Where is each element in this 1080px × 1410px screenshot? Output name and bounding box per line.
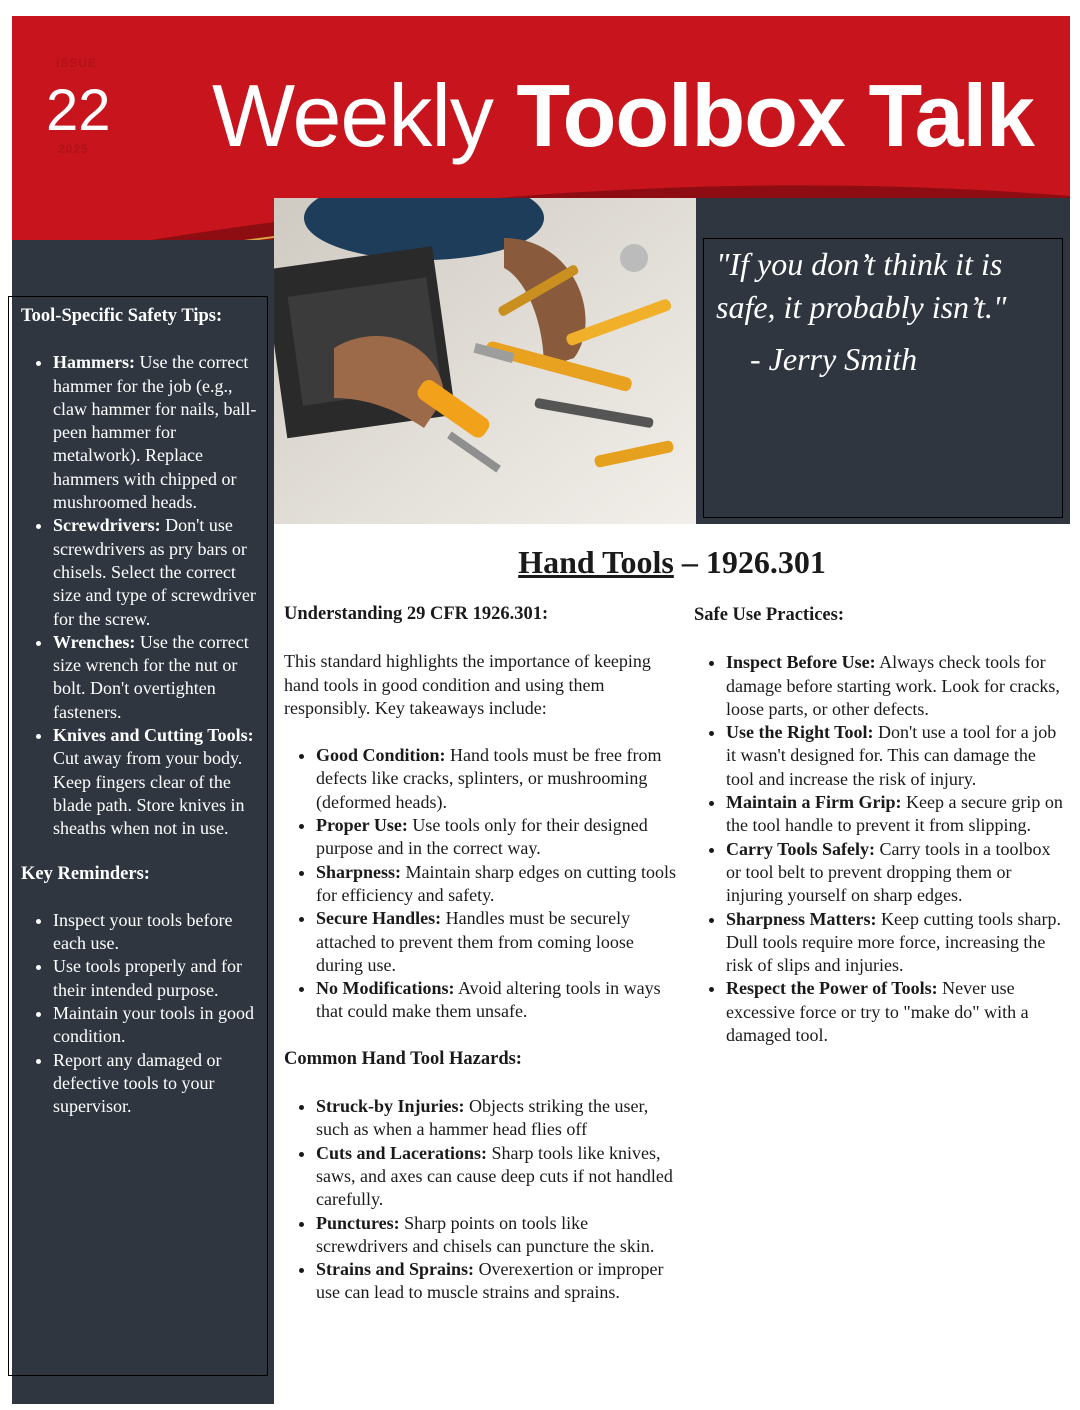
page-title bbox=[212, 66, 1034, 166]
tool-tips-list bbox=[21, 351, 257, 840]
list-item bbox=[53, 724, 257, 840]
list-item bbox=[726, 977, 1064, 1047]
issue-label: ISSUE bbox=[56, 56, 98, 70]
list-item bbox=[53, 514, 257, 630]
item-term: Use the Right Tool: bbox=[726, 722, 874, 743]
list-item bbox=[726, 791, 1064, 838]
tip-term: Hammers: bbox=[53, 352, 135, 373]
quote-text: "If you don’t think it is safe, it probably isn’t." bbox=[716, 246, 1007, 325]
list-item: • Maintain your tools in good condition. bbox=[53, 1002, 257, 1049]
issue-number: 22 bbox=[46, 78, 111, 143]
item-text: Hand tools must be free from defects like cracks, splinters, or mushrooming (deformed heads). bbox=[316, 745, 662, 812]
title-light: Weekly bbox=[212, 66, 517, 165]
list-item bbox=[726, 721, 1064, 791]
issue-year: 2025 bbox=[58, 142, 89, 156]
item-term: Inspect Before Use: bbox=[726, 652, 876, 673]
item-term: Punctures: bbox=[316, 1212, 400, 1233]
right-column bbox=[694, 604, 1064, 1071]
item-text: Always check tools for damage before starting work. Look for cracks, loose parts, or other defects. bbox=[726, 652, 1060, 719]
list-item bbox=[726, 838, 1064, 908]
list-item bbox=[316, 744, 676, 814]
heading-rest: – 1926.301 bbox=[673, 544, 826, 580]
item-term: Struck-by Injuries: bbox=[316, 1096, 465, 1117]
sidebar-section-title: Key Reminders: bbox=[21, 863, 150, 884]
item-text: Don't use a tool for a job it wasn't designed for. This can damage the tool and increase the risk of injury. bbox=[726, 722, 1057, 789]
list-item bbox=[316, 861, 676, 908]
list-item bbox=[53, 351, 257, 514]
section-title: Understanding 29 CFR 1926.301: bbox=[284, 604, 549, 624]
quote-box bbox=[703, 238, 1063, 518]
section-title: Common Hand Tool Hazards: bbox=[284, 1048, 522, 1069]
item-text: Keep cutting tools sharp. Dull tools require more force, increasing the risk of slips and injuries. bbox=[726, 908, 1061, 976]
item-text: Never use excessive force or try to "make do" with a damaged tool. bbox=[726, 978, 1029, 1046]
item-text: Maintain sharp edges on cutting tools for efficiency and safety. bbox=[316, 861, 676, 905]
list-item bbox=[316, 814, 676, 861]
item-term: Maintain a Firm Grip: bbox=[726, 792, 902, 813]
list-item bbox=[316, 1258, 676, 1305]
item-text: Carry tools in a toolbox or tool belt to prevent dropping them or injuring yourself on sharp edges. bbox=[726, 838, 1051, 906]
item-term: Respect the Power of Tools: bbox=[726, 978, 938, 999]
list-item bbox=[316, 907, 676, 977]
tip-text: Don't use screwdrivers as pry bars or chisels. Select the correct size and type of screwdriver for the screw. bbox=[53, 515, 256, 629]
item-text: Use tools only for their designed purpose and in the correct way. bbox=[316, 815, 648, 859]
list-item bbox=[53, 631, 257, 724]
item-text: Sharp points on tools like screwdrivers and chisels can puncture the skin. bbox=[316, 1212, 655, 1256]
left-column bbox=[284, 603, 676, 1329]
item-term: Secure Handles: bbox=[316, 908, 442, 929]
key-reminders-list bbox=[21, 909, 257, 1119]
tools-illustration bbox=[274, 198, 696, 524]
item-text: Handles must be securely attached to prevent them from coming loose during use. bbox=[316, 908, 634, 975]
list-item: • Inspect your tools before each use. bbox=[53, 909, 257, 956]
list-item bbox=[726, 908, 1064, 978]
item-term: Good Condition: bbox=[316, 745, 446, 766]
list-item: • Use tools properly and for their intended purpose. bbox=[53, 955, 257, 1002]
sidebar bbox=[8, 296, 268, 1376]
practices-list bbox=[694, 651, 1064, 1047]
section-title: Safe Use Practices: bbox=[694, 605, 844, 625]
title-bold: Toolbox Talk bbox=[516, 66, 1034, 165]
tip-term: Screwdrivers: bbox=[53, 515, 161, 536]
item-text: Avoid altering tools in ways that could make them unsafe. bbox=[316, 978, 661, 1022]
item-term: No Modifications: bbox=[316, 978, 455, 999]
quote-author: - Jerry Smith bbox=[750, 341, 918, 377]
list-item bbox=[316, 977, 676, 1024]
tip-text: Cut away from your body. Keep fingers clear of the blade path. Store knives in sheaths when not in use. bbox=[53, 748, 245, 839]
item-term: Strains and Sprains: bbox=[316, 1259, 475, 1280]
list-item bbox=[316, 1142, 676, 1212]
tip-term: Knives and Cutting Tools: bbox=[53, 725, 254, 746]
item-term: Cuts and Lacerations: bbox=[316, 1142, 488, 1163]
sidebar-section-title: Tool-Specific Safety Tips: bbox=[21, 306, 223, 326]
intro-paragraph: This standard highlights the importance of keeping hand tools in good condition and using them responsibly. Key takeaways include: bbox=[284, 651, 651, 718]
hand-tools-photo bbox=[274, 198, 696, 524]
item-term: Carry Tools Safely: bbox=[726, 838, 876, 859]
item-term: Sharpness Matters: bbox=[726, 908, 877, 929]
item-text: Keep a secure grip on the tool handle to prevent it from slipping. bbox=[726, 792, 1063, 836]
list-item bbox=[726, 651, 1064, 721]
list-item bbox=[316, 1212, 676, 1259]
item-term: Sharpness: bbox=[316, 861, 402, 882]
item-text: Objects striking the user, such as when a hammer head flies off bbox=[316, 1096, 649, 1140]
tip-text: Use the correct size wrench for the nut or bolt. Don't overtighten fasteners. bbox=[53, 631, 249, 722]
tip-term: Wrenches: bbox=[53, 631, 136, 652]
article-heading bbox=[274, 544, 1070, 581]
takeaways-list bbox=[284, 744, 676, 1024]
list-item bbox=[316, 1095, 676, 1142]
tip-text: Use the correct hammer for the job (e.g., claw hammer for nails, ball-peen hammer for metalwork). Replace hammers with chipped or mushroomed heads. bbox=[53, 352, 257, 513]
hazards-list bbox=[284, 1095, 676, 1305]
item-text: Sharp tools like knives, saws, and axes can cause deep cuts if not handled carefully. bbox=[316, 1142, 673, 1210]
item-term: Proper Use: bbox=[316, 815, 408, 836]
item-text: Overexertion or improper use can lead to muscle strains and sprains. bbox=[316, 1259, 664, 1303]
list-item: • Report any damaged or defective tools to your supervisor. bbox=[53, 1049, 257, 1119]
heading-main: Hand Tools bbox=[518, 544, 674, 580]
